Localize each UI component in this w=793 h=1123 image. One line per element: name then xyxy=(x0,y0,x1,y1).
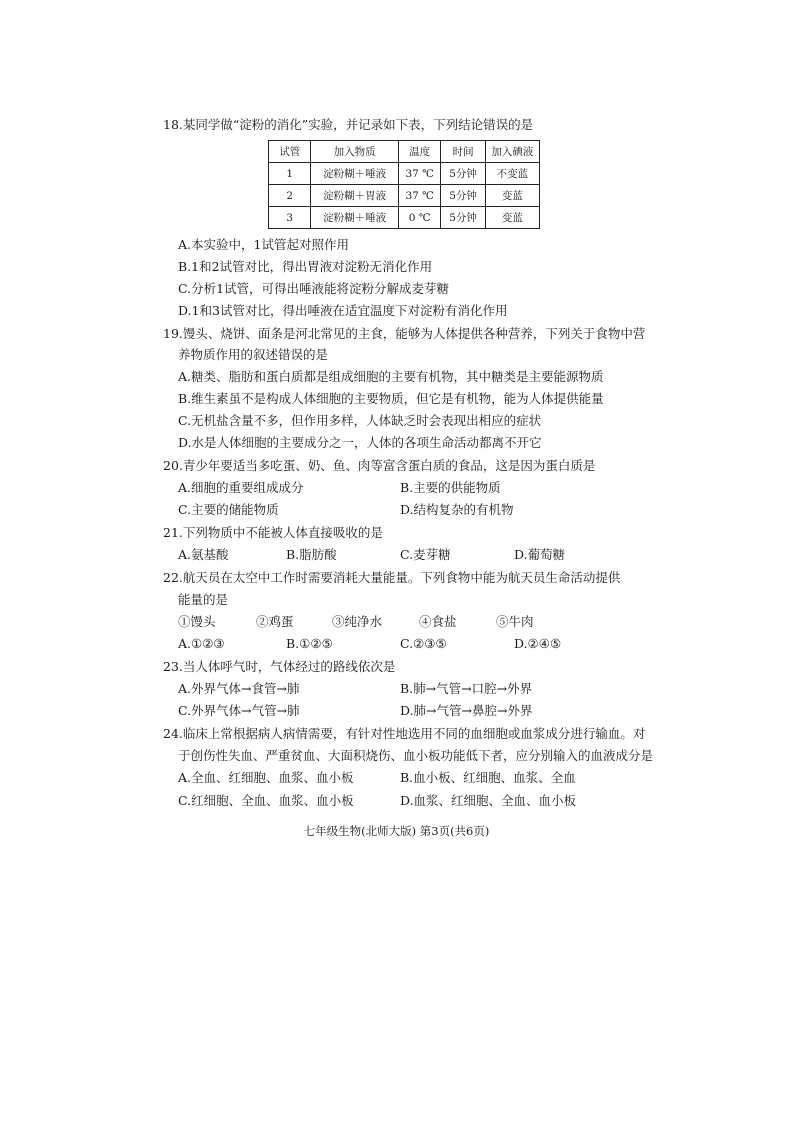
table-cell: 1 xyxy=(269,163,311,185)
question-23-option-a[interactable]: A.外界气体→食管→肺 xyxy=(178,681,300,696)
question-24-stem: 24.临床上常根据病人病情需要，有针对性地选用不同的血细胞或血浆成分进行输血。对 xyxy=(163,726,646,741)
question-19-stem: 19.馒头、烧饼、面条是河北常见的主食，能够为人体提供各种营养，下列关于食物中营 xyxy=(163,326,646,341)
table-cell: 5分钟 xyxy=(441,207,485,229)
page-footer: 七年级生物(北师大版) 第3页(共6页) xyxy=(303,824,490,838)
question-18-option-d[interactable]: D.1和3试管对比，得出唾液在适宜温度下对淀粉有消化作用 xyxy=(178,303,508,318)
table-header-cell: 加入碘液 xyxy=(485,141,539,163)
question-21-option-a[interactable]: A.氨基酸 xyxy=(178,547,229,562)
question-21-option-d[interactable]: D.葡萄糖 xyxy=(514,547,566,562)
question-22-stem-continued: 能量的是 xyxy=(178,592,229,607)
table-header-cell: 温度 xyxy=(398,141,440,163)
question-24-stem-continued: 于创伤性失血、严重贫血、大面积烧伤、血小板功能低下者，应分别输入的血液成分是 xyxy=(178,748,654,763)
table-cell: 2 xyxy=(269,185,311,207)
question-22-option-b[interactable]: B.①②⑤ xyxy=(286,636,333,651)
question-18-option-b[interactable]: B.1和2试管对比，得出胃液对淀粉无消化作用 xyxy=(178,259,433,274)
table-cell: 淀粉糊＋唾液 xyxy=(311,163,399,185)
question-22-option-d[interactable]: D.②④⑤ xyxy=(514,636,562,651)
question-22-item: ④食盐 xyxy=(419,614,457,629)
table-cell: 变蓝 xyxy=(485,185,539,207)
question-24-option-c[interactable]: C.红细胞、全血、血浆、血小板 xyxy=(178,793,354,808)
question-22-item: ⑤牛肉 xyxy=(496,614,534,629)
question-24-option-a[interactable]: A.全血、红细胞、血浆、血小板 xyxy=(178,770,354,785)
question-20-option-a[interactable]: A.细胞的重要组成成分 xyxy=(178,480,304,495)
question-20-option-c[interactable]: C.主要的储能物质 xyxy=(178,502,279,517)
question-19-option-d[interactable]: D.水是人体细胞的主要成分之一，人体的各项生命活动都离不开它 xyxy=(178,435,542,450)
question-21-option-c[interactable]: C.麦芽糖 xyxy=(400,547,451,562)
question-22-option-c[interactable]: C.②③⑤ xyxy=(400,636,447,651)
question-22-item: ①馒头 xyxy=(178,614,216,629)
table-cell: 3 xyxy=(269,207,311,229)
question-24-option-d[interactable]: D.血浆、红细胞、全血、血小板 xyxy=(400,793,577,808)
question-21-option-b[interactable]: B.脂肪酸 xyxy=(286,547,337,562)
question-22-item: ③纯净水 xyxy=(332,614,383,629)
question-23-option-c[interactable]: C.外界气体→气管→肺 xyxy=(178,703,300,718)
question-19-option-c[interactable]: C.无机盐含量不多，但作用多样，人体缺乏时会表现出相应的症状 xyxy=(178,413,542,428)
experiment-table xyxy=(268,140,540,229)
question-19-stem-continued: 养物质作用的叙述错误的是 xyxy=(178,347,329,362)
question-21-stem: 21.下列物质中不能被人体直接吸收的是 xyxy=(163,525,383,540)
question-22-item: ②鸡蛋 xyxy=(256,614,294,629)
question-23-option-b[interactable]: B.肺→气管→口腔→外界 xyxy=(400,681,533,696)
question-23-stem: 23.当人体呼气时，气体经过的路线依次是 xyxy=(163,659,396,674)
table-row xyxy=(269,207,540,229)
table-row xyxy=(269,185,540,207)
table-cell: 不变蓝 xyxy=(485,163,539,185)
table-header-cell: 时间 xyxy=(441,141,485,163)
table-cell: 淀粉糊＋胃液 xyxy=(311,185,399,207)
table-row xyxy=(269,163,540,185)
table-cell: 37 ℃ xyxy=(398,163,440,185)
question-18-option-c[interactable]: C.分析1试管，可得出唾液能将淀粉分解成麦芽糖 xyxy=(178,281,450,296)
question-23-option-d[interactable]: D.肺→气管→鼻腔→外界 xyxy=(400,703,533,718)
question-19-option-a[interactable]: A.糖类、脂肪和蛋白质都是组成细胞的主要有机物，其中糖类是主要能源物质 xyxy=(178,369,604,384)
table-header-cell: 加入物质 xyxy=(311,141,399,163)
table-header-row xyxy=(269,141,540,163)
question-24-option-b[interactable]: B.血小板、红细胞、血浆、全血 xyxy=(400,770,576,785)
table-cell: 变蓝 xyxy=(485,207,539,229)
table-cell: 37 ℃ xyxy=(398,185,440,207)
table-cell: 淀粉糊＋唾液 xyxy=(311,207,399,229)
question-18-option-a[interactable]: A.本实验中，1试管起对照作用 xyxy=(178,237,349,252)
question-19-option-b[interactable]: B.维生素虽不是构成人体细胞的主要物质，但它是有机物，能为人体提供能量 xyxy=(178,391,604,406)
table-cell: 0 ℃ xyxy=(398,207,440,229)
question-22-option-a[interactable]: A.①②③ xyxy=(178,636,225,651)
question-20-option-d[interactable]: D.结构复杂的有机物 xyxy=(400,502,514,517)
table-header-cell: 试管 xyxy=(269,141,311,163)
question-18-stem: 18.某同学做“淀粉的消化”实验，并记录如下表，下列结论错误的是 xyxy=(163,117,534,132)
question-20-option-b[interactable]: B.主要的供能物质 xyxy=(400,480,501,495)
table-cell: 5分钟 xyxy=(441,185,485,207)
table-cell: 5分钟 xyxy=(441,163,485,185)
question-20-stem: 20.青少年要适当多吃蛋、奶、鱼、肉等富含蛋白质的食品，这是因为蛋白质是 xyxy=(163,458,596,473)
question-22-stem: 22.航天员在太空中工作时需要消耗大量能量。下列食物中能为航天员生命活动提供 xyxy=(163,570,621,585)
